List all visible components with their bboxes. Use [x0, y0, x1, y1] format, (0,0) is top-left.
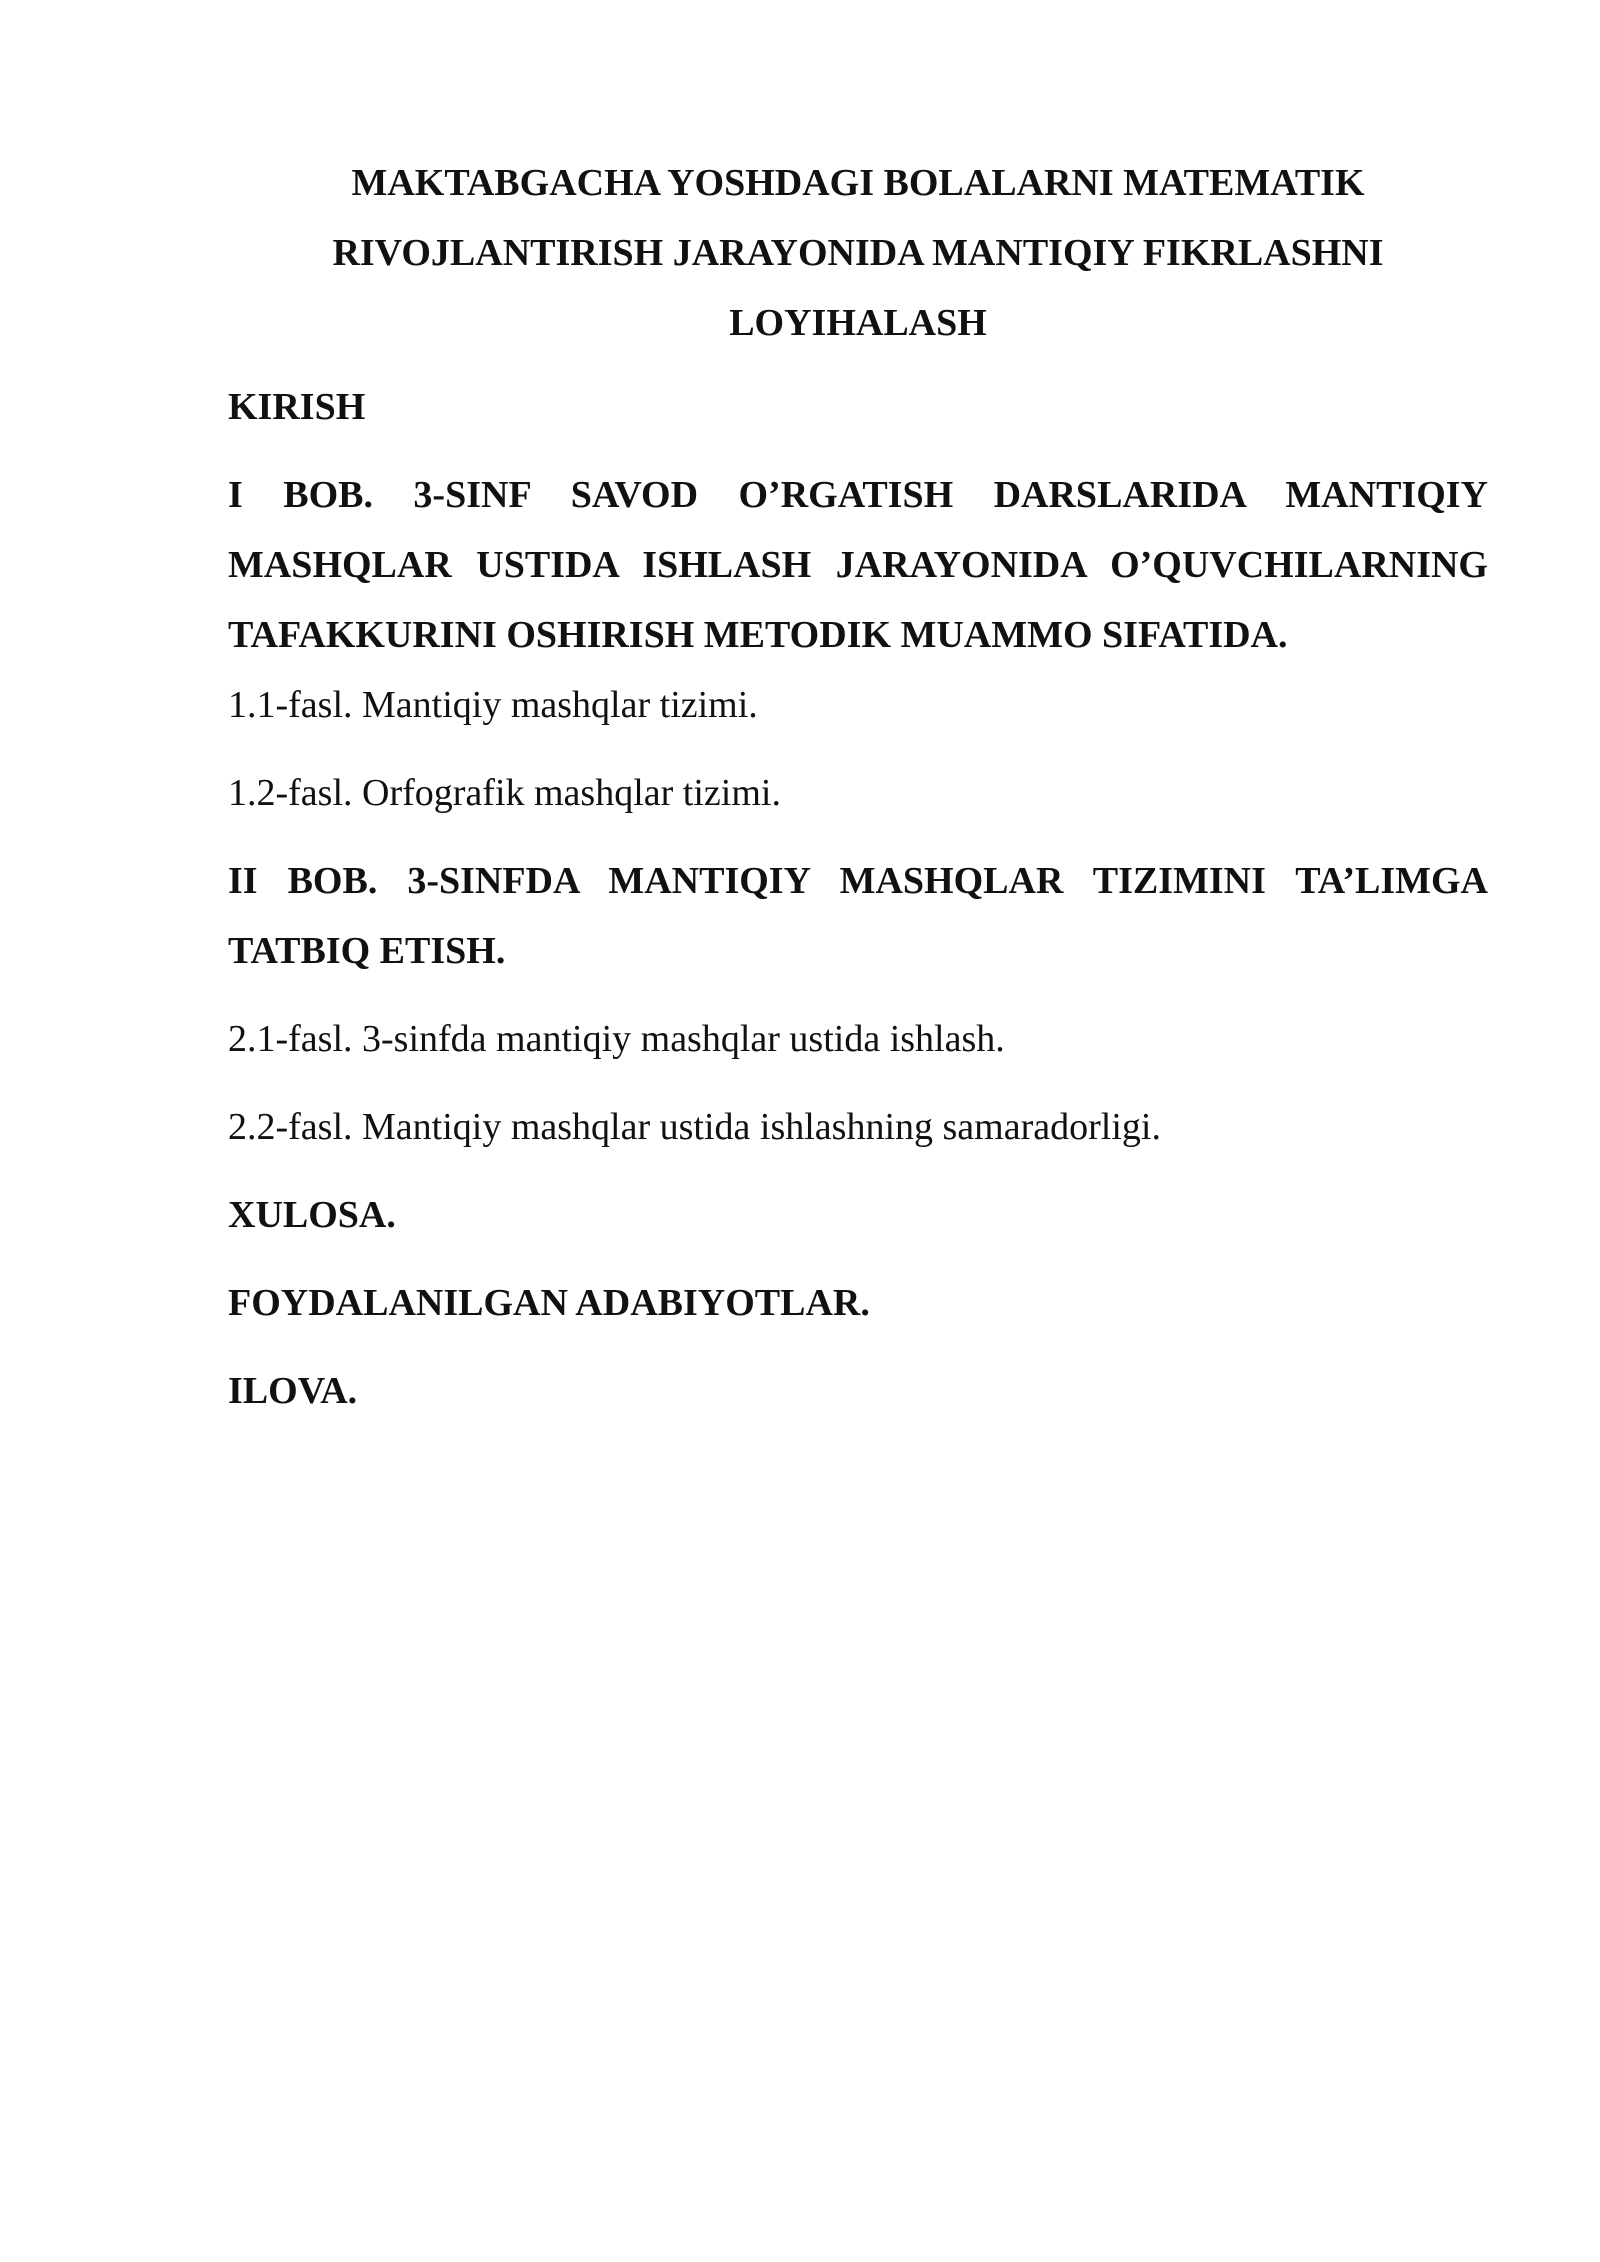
title-line: RIVOJLANTIRISH JARAYONIDA MANTIQIY FIKRLASHNI: [332, 232, 1384, 274]
title-line: LOYIHALASH: [729, 302, 987, 344]
document-title: [228, 148, 1488, 358]
chapter-1-heading: I BOB. 3-SINF SAVOD O’RGATISH DARSLARIDA MANTIQIY MASHQLAR USTIDA ISHLASH JARAYONIDA O’QUVCHILARNING TAFAKKURINI OSHIRISH METODIK MUAMMO SIFATIDA.: [228, 474, 1488, 656]
section-2-1: 2.1-fasl. 3-sinfda mantiqiy mashqlar ustida ishlash.: [228, 1018, 1005, 1060]
table-of-contents: [228, 148, 1488, 1444]
section-1-1: 1.1-fasl. Mantiqiy mashqlar tizimi.: [228, 684, 758, 726]
title-line: MAKTABGACHA YOSHDAGI BOLALARNI MATEMATIK: [351, 162, 1365, 204]
appendix-heading: ILOVA.: [228, 1370, 358, 1412]
section-1-2: 1.2-fasl. Orfografik mashqlar tizimi.: [228, 772, 781, 814]
conclusion-heading: XULOSA.: [228, 1194, 396, 1236]
intro-heading: KIRISH: [228, 386, 366, 428]
section-2-2: 2.2-fasl. Mantiqiy mashqlar ustida ishlashning samaradorligi.: [228, 1106, 1161, 1148]
chapter-2-heading: II BOB. 3-SINFDA MANTIQIY MASHQLAR TIZIMINI TA’LIMGA TATBIQ ETISH.: [228, 860, 1488, 972]
references-heading: FOYDALANILGAN ADABIYOTLAR.: [228, 1282, 870, 1324]
